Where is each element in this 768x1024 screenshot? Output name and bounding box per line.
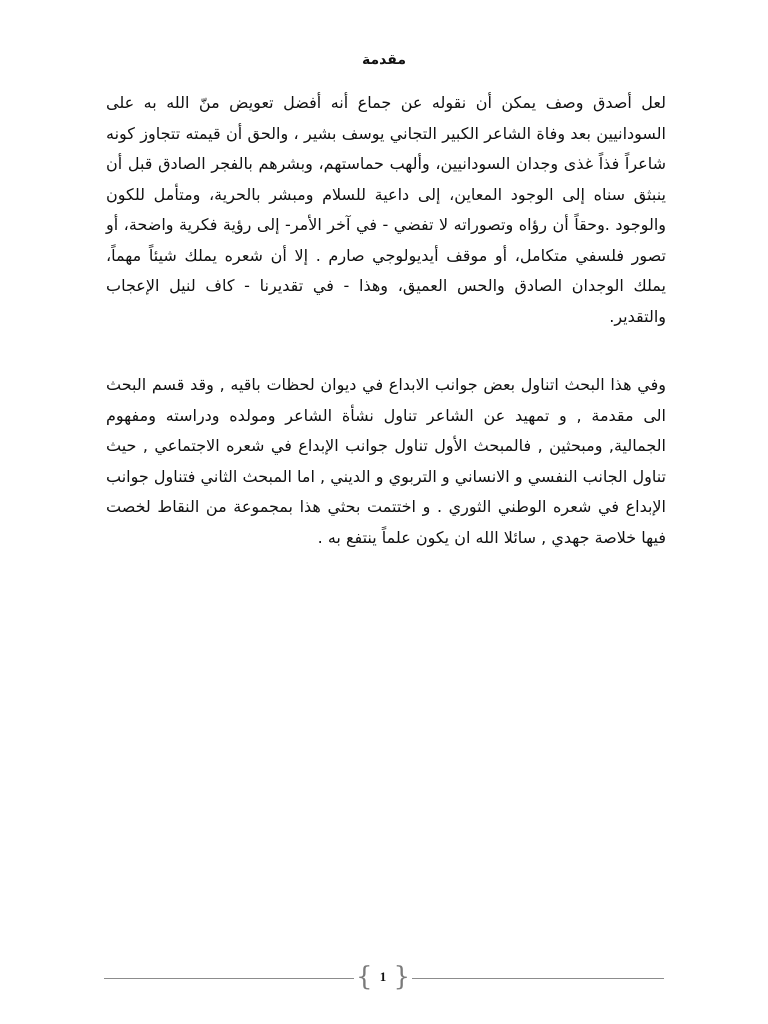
intro-paragraph-2: وفي هذا البحث اتناول بعض جوانب الابداع في ديوان لحظات باقيه , وقد قسم البحث الى مقدمة , و تمهيد عن الشاعر تناول نشأة الشاعر ومولده ودراسته ومفهوم الجمالية, ومبحثين , فالمبحث الأول تناول جوانب الإبداع في شعره الاجتماعي , حيث تناول الجانب النفسي و الانساني و التربوي و الديني , اما المبحث الثاني فتناول جوانب الإبداع في شعره الوطني الثوري . و اختتمت بحثي هذا بمجموعة من النقاط لخصت فيها خلاصة جهدي , سائلا الله ان يكون علماً ينتفع به .: [106, 375, 666, 547]
right-brace-ornament: }: [393, 962, 410, 992]
page-number-box: [356, 964, 410, 992]
intro-paragraph-1: لعل أصدق وصف يمكن أن نقوله عن جماع أنه أفضل تعويض منّ الله به على السودانيين بعد وفاة الشاعر الكبير التجاني يوسف بشير ، والحق أن قيمته تتجاوز كونه شاعراً فذاً غذى وجدان السودانيين، وألهب حماستهم، وبشرهم بالفجر الصادق قبل أن ينبثق سناه إلى الوجود المعاين، إلى داعية للسلام ومبشر بالحرية، ومتأمل للكون والوجود .وحقاً أن رؤاه وتصوراته لا تفضي - في آخر الأمر- إلى رؤية فكرية واضحة، أو تصور فلسفي متكامل، أو موقف أيديولوجي صارم . إلا أن شعره يملك شيئاً مهماً، يملك الوجدان الصادق والحس العميق، وهذا - في تقديرنا - كاف لنيل الإعجاب والتقدير.: [106, 93, 666, 326]
footer-rule-right: [412, 978, 664, 979]
left-brace-ornament: {: [356, 962, 373, 992]
page-title: مقدمة: [362, 52, 406, 68]
footer-rule-left: [104, 978, 354, 979]
page-number: 1: [379, 969, 387, 984]
